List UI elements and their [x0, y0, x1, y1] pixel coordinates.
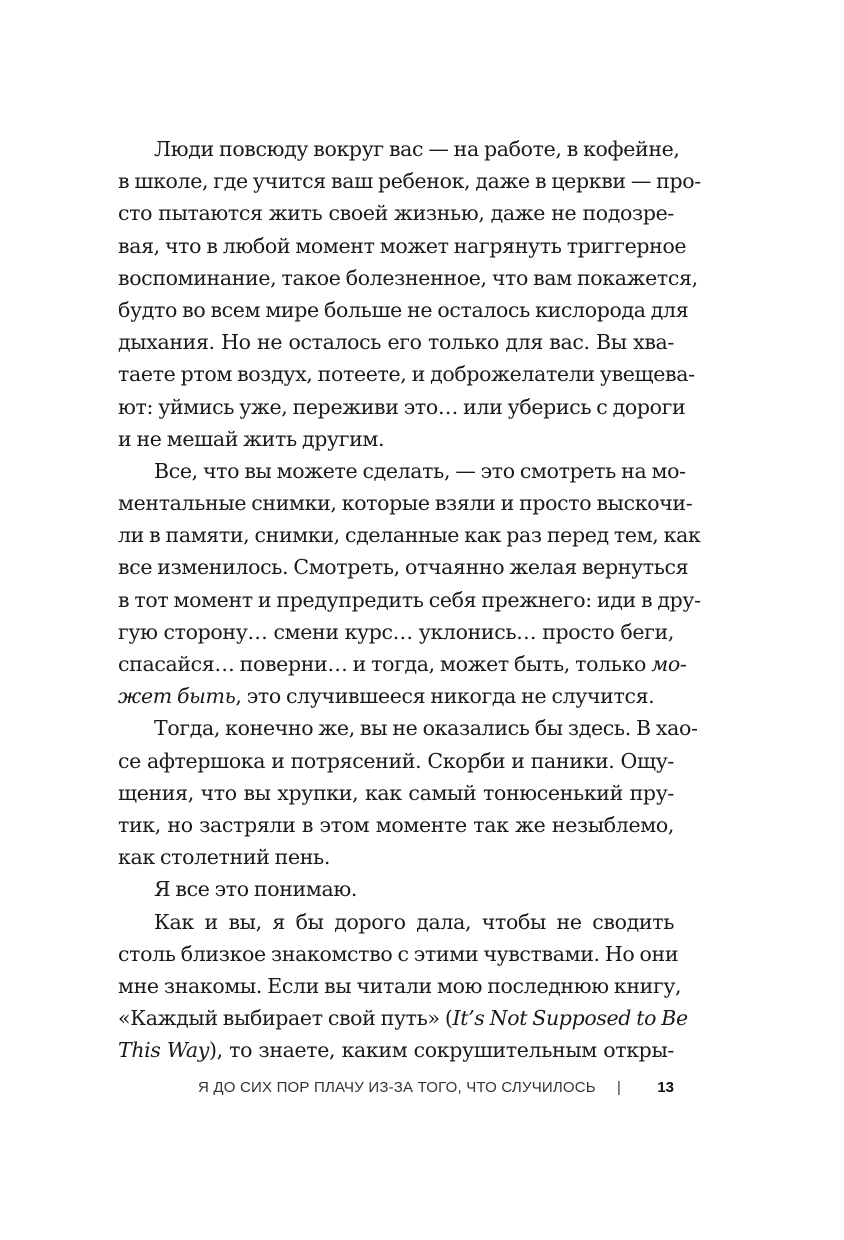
paragraph-2-line-8 [118, 680, 674, 712]
paragraph-3-line-1: Тогда, конечно же, вы не оказались бы здесь. В хао- [154, 716, 698, 741]
italic-text: жет быть [118, 684, 236, 709]
paragraph-1-line-4: вая, что в любой момент может нагрянуть триггерное [118, 233, 687, 258]
paragraph-5-line-2: столь близкое знакомство с этими чувствами. Но они [118, 941, 679, 966]
paragraph-1-line-5: воспоминание, такое болезненное, что вам покажется, [118, 265, 698, 290]
text-run: «Каждый выбирает свой путь» ( [118, 1006, 453, 1031]
paragraph-1-line-7: дыхания. Но не осталось его только для вас. Вы хва- [118, 330, 674, 355]
paragraph-2-line-3: ли в памяти, снимки, сделанные как раз перед тем, как [118, 523, 701, 548]
paragraph-1-line-3: сто пытаются жить своей жизнью, даже не подозре- [118, 201, 674, 226]
page-number: 13 [657, 1079, 674, 1096]
paragraph-2-line-6: гую сторону… смени курс… уклонись… просто беги, [118, 619, 674, 644]
book-page-text [118, 133, 701, 1066]
paragraph-2-line-5: в тот момент и предупредить себя прежнего: иди в дру- [118, 587, 701, 612]
footer-separator: | [617, 1079, 621, 1096]
page-footer [118, 1074, 674, 1102]
text-run: спасайся… поверни… и тогда, может быть, только [118, 652, 652, 676]
paragraph-1-line-1: Люди повсюду вокруг вас — на работе, в кофейне, [154, 137, 680, 161]
paragraph-2-line-4: все изменилось. Смотреть, отчаянно желая вернуться [118, 555, 689, 580]
text-run: , это случившееся никогда не случится. [235, 684, 655, 709]
paragraph-3-line-3: щения, что вы хрупки, как самый тонюсенький пру- [118, 780, 674, 805]
paragraph-5-line-1: Как и вы, я бы дорого дала, чтобы не сводить [154, 909, 674, 934]
paragraph-2-line-2: ментальные снимки, которые взяли и просто выскочи- [118, 491, 693, 516]
paragraph-3-line-5: как столетний пень. [118, 845, 331, 870]
paragraph-1-line-9: ют: уймись уже, переживи это… или уберись с дороги [118, 394, 686, 419]
italic-book-title: It’s Not Supposed to Be [452, 1006, 688, 1031]
paragraph-5-line-5 [118, 1034, 674, 1066]
paragraph-5-line-4 [118, 1002, 688, 1034]
paragraph-1-line-10: и не мешай жить другим. [118, 426, 385, 451]
paragraph-3-line-2: се афтершока и потрясений. Скорби и паники. Ощу- [118, 748, 674, 773]
italic-book-title: This Way [118, 1038, 209, 1063]
text-run: ), то знаете, каким сокрушительным откры- [208, 1038, 675, 1063]
paragraph-1-line-6: будто во всем мире больше не осталось кислорода для [118, 297, 689, 322]
paragraph-2-line-7 [118, 648, 687, 680]
paragraph-2-line-1: Все, что вы можете сделать, — это смотреть на мо- [154, 458, 686, 483]
italic-text: мо- [651, 652, 687, 676]
paragraph-4-line-1: Я все это понимаю. [154, 877, 357, 902]
running-title: Я ДО СИХ ПОР ПЛАЧУ ИЗ-ЗА ТОГО, ЧТО СЛУЧИЛОСЬ [198, 1079, 596, 1096]
paragraph-5-line-3: мне знакомы. Если вы читали мою последнюю книгу, [118, 973, 682, 998]
paragraph-1-line-2: в школе, где учится ваш ребенок, даже в церкви — про- [118, 169, 701, 194]
paragraph-3-line-4: тик, но застряли в этом моменте так же незыблемо, [118, 812, 674, 837]
paragraph-1-line-8: таете ртом воздух, потеете, и доброжелатели увещева- [118, 362, 695, 387]
